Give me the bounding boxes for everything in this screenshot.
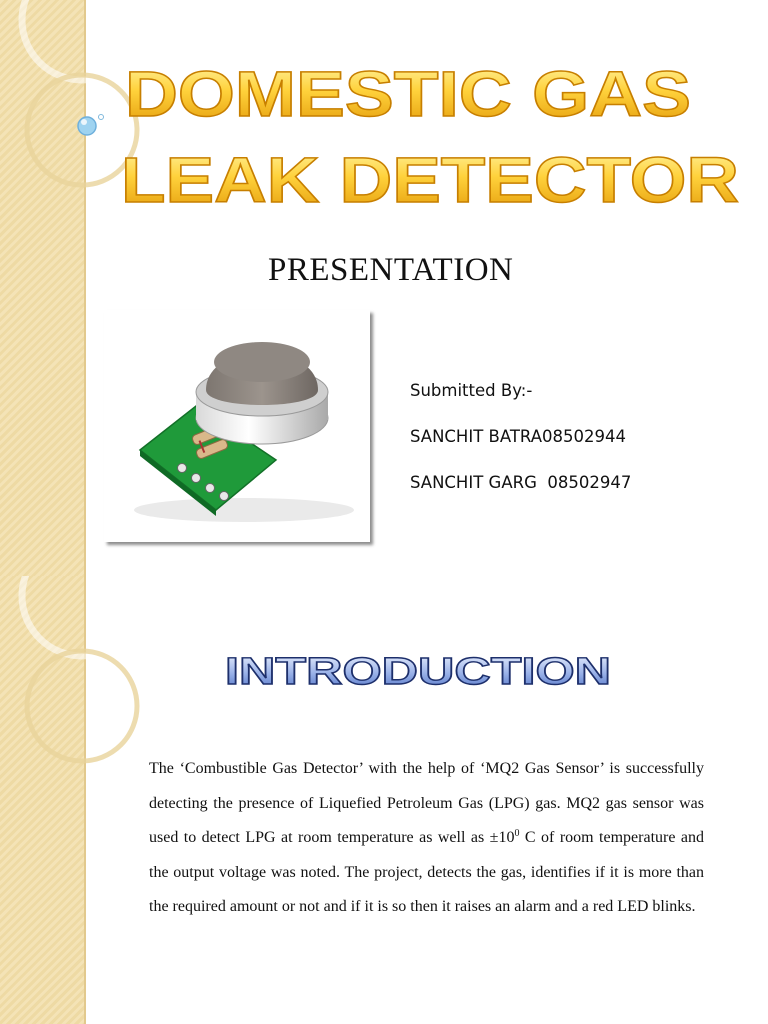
author-2: [410, 472, 631, 518]
author-1: [410, 426, 631, 472]
paragraph-text-1: The ‘Combustible Gas Detector’ with the help of ‘MQ2 Gas Sensor’ is successfully detecting the presence of Liquefied Petroleum Gas (LPG) gas. MQ2 gas sensor was used to detect LPG at room temperature as well as ±10: [149, 760, 704, 847]
title: [110, 52, 750, 217]
introduction-title: INTRODUCTION: [225, 651, 611, 693]
title-line-1: DOMESTIC GAS: [125, 58, 691, 130]
introduction-paragraph: [149, 752, 704, 925]
author-1-name: SANCHIT BATRA: [410, 427, 543, 446]
sensor-image: [104, 310, 370, 542]
author-2-separator: [537, 473, 548, 492]
author-1-roll: 08502944: [542, 427, 627, 446]
degree-superscript: 0: [514, 828, 520, 840]
title-line-2: LEAK DETECTOR: [121, 144, 739, 216]
author-2-roll: 08502947: [547, 473, 632, 492]
decorative-circles: [0, 576, 140, 1024]
credits: [410, 380, 631, 518]
author-2-name: SANCHIT GARG: [410, 473, 537, 492]
mq2-sensor-illustration: [104, 310, 370, 542]
subtitle: PRESENTATION: [268, 252, 514, 288]
submitted-label: Submitted By:-: [410, 381, 533, 400]
introduction-heading: [222, 648, 614, 696]
paragraph-text-2: C of room temperature and the output voltage was noted. The project, detects the gas, identifies if it is more than the required amount or not and if it is so then it raises an alarm and a red LED blinks.: [149, 829, 704, 916]
